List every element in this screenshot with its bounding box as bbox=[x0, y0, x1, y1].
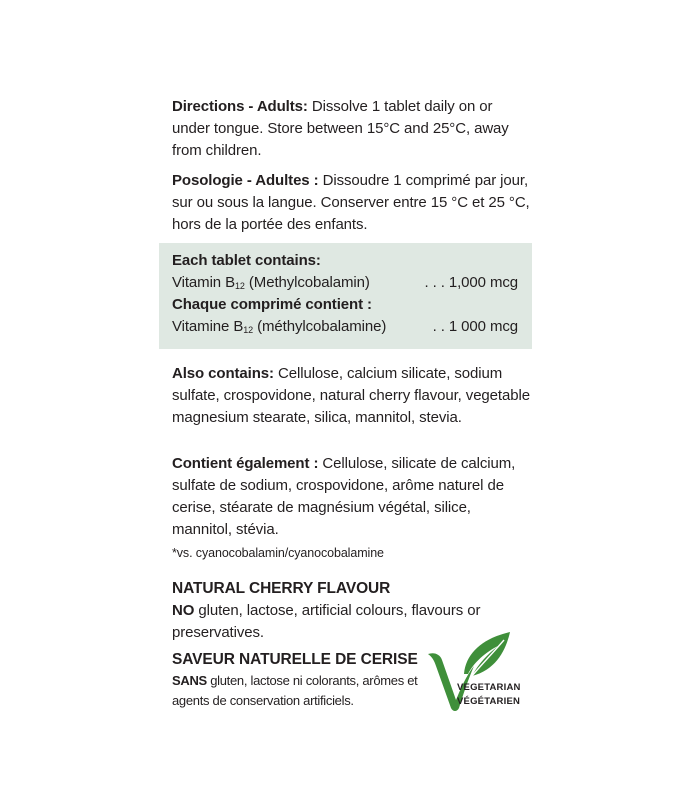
chaque-comprime-heading: Chaque comprimé contient : bbox=[172, 296, 372, 313]
ingredient-row-fr bbox=[172, 316, 518, 338]
contient-egalement-text: Cellulose, silicate de calcium, sulfate de sodium, crospovidone, arôme naturel de cerise, stéarate de magnésium végétal, silice, mannitol, stévia. bbox=[172, 455, 516, 538]
ingredient-name-fr: Vitamine $B_{12}$ (méthylcobalamine) bbox=[172, 318, 387, 335]
vegetarian-label-en: VEGETARIAN bbox=[457, 682, 521, 693]
posologie-section bbox=[172, 170, 532, 236]
each-tablet-heading: Each tablet contains: bbox=[172, 252, 321, 269]
also-contains-text: Cellulose, calcium silicate, sodium sulfate, crospovidone, natural cherry flavour, vegetable magnesium stearate, silica, mannitol, stevia. bbox=[172, 365, 530, 426]
flavour-lead-fr: SANS bbox=[172, 673, 207, 688]
flavour-text-fr: gluten, lactose ni colorants, arômes et agents de conservation artificiels. bbox=[172, 673, 418, 708]
also-contains-heading: Also contains: bbox=[172, 365, 274, 382]
posologie-text: Dissoudre 1 comprimé par jour, sur ou sous la langue. Conserver entre 15 °C et 25 °C, hors de la portée des enfants. bbox=[172, 172, 530, 233]
footnote: *vs. cyanocobalamin/cyanocobalamine bbox=[172, 546, 384, 560]
vegetarian-label-fr: VÉGÉTARIEN bbox=[457, 696, 521, 707]
directions-section bbox=[172, 96, 532, 162]
flavour-heading-fr: SAVEUR NATURELLE DE CERISE bbox=[172, 651, 418, 668]
flavour-section-fr bbox=[172, 649, 422, 711]
directions-heading: Directions - Adults: bbox=[172, 98, 308, 115]
posologie-heading: Posologie - Adultes : bbox=[172, 172, 319, 189]
flavour-text-en: gluten, lactose, artificial colours, flavours or preservatives. bbox=[172, 602, 481, 641]
contient-egalement-section bbox=[172, 453, 532, 541]
medicinal-ingredients bbox=[172, 250, 532, 338]
flavour-heading-en: NATURAL CHERRY FLAVOUR bbox=[172, 580, 391, 597]
ingredient-amount-en: . . . 1,000 mcg bbox=[424, 274, 518, 291]
ingredient-name-en: Vitamin $B_{12}$ (Methylcobalamin) bbox=[172, 274, 370, 291]
ingredient-row-en bbox=[172, 272, 518, 294]
veg-leaf-shape bbox=[464, 632, 510, 676]
ingredient-amount-fr: . . 1 000 mcg bbox=[432, 318, 518, 335]
directions-text: Dissolve 1 tablet daily on or under tongue. Store between 15°C and 25°C, away from children. bbox=[172, 98, 509, 159]
contient-egalement-heading: Contient également : bbox=[172, 455, 319, 472]
also-contains-section bbox=[172, 363, 532, 429]
flavour-lead-en: NO bbox=[172, 602, 195, 619]
